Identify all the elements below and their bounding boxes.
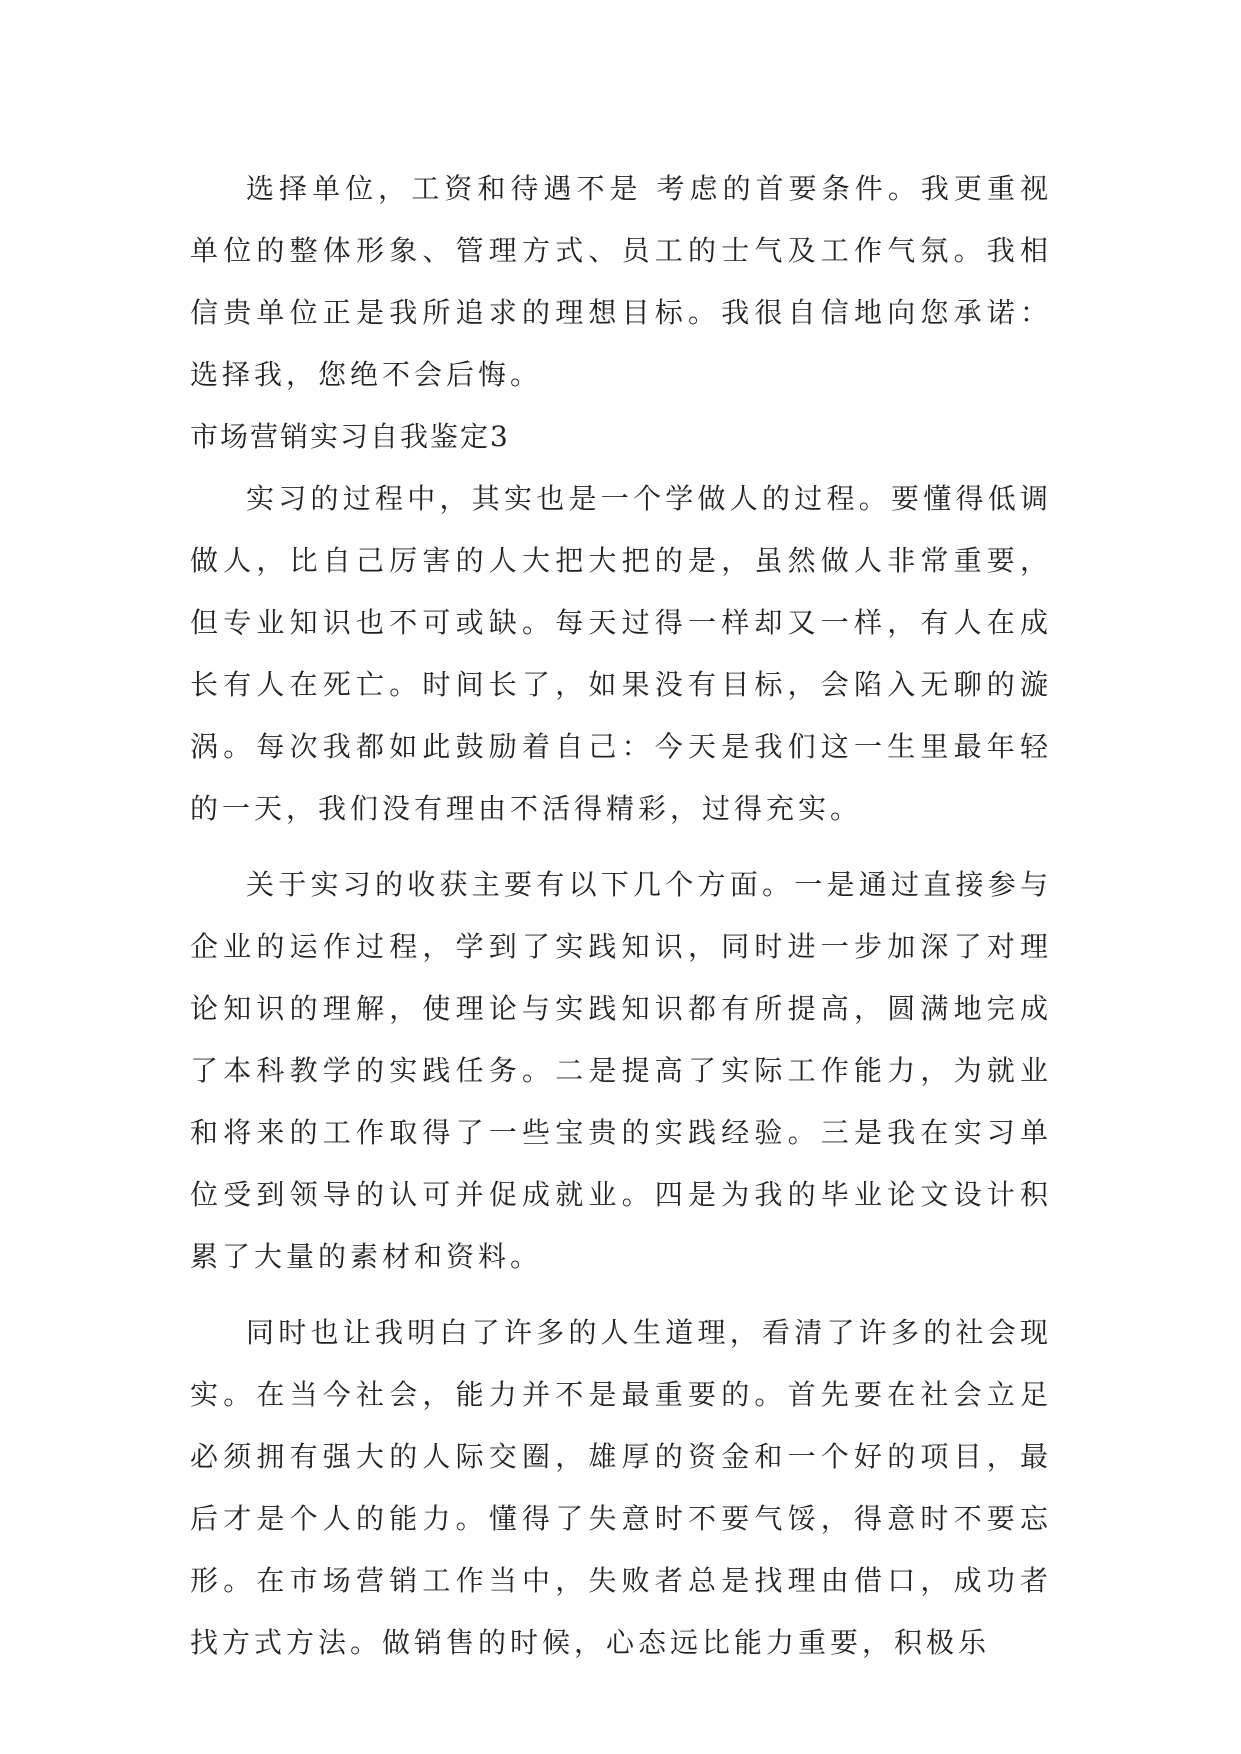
paragraph-2: 实习的过程中，其实也是一个学做人的过程。要懂得低调做人，比自己厉害的人大把大把的是，虽然做人非常重要，但专业知识也不可或缺。每天过得一样却又一样，有人在成长有人在死亡。时间长了，如果没有目标，会陷入无聊的漩涡。每次我都如此鼓励着自己：今天是我们这一生里最年轻的一天，我们没有理由不活得精彩，过得充实。 [190,482,1052,825]
paragraph-1: 选择单位，工资和待遇不是 考虑的首要条件。我更重视单位的整体形象、管理方式、员工的士气及工作气氛。我相信贵单位正是我所追求的理想目标。我很自信地向您承诺：选择我，您绝不会后悔。 [190,172,1052,391]
paragraph-spacer [190,840,1052,854]
paragraph-spacer [190,1288,1052,1302]
section-heading: 市场营销实习自我鉴定3 [190,420,510,453]
paragraph-4: 同时也让我明白了许多的人生道理，看清了许多的社会现实。在当今社会，能力并不是最重要的。首先要在社会立足必须拥有强大的人际交圈，雄厚的资金和一个好的项目，最后才是个人的能力。懂得了失意时不要气馁，得意时不要忘形。在市场营销工作当中，失败者总是找理由借口，成功者找方式方法。做销售的时候，心态远比能力重要，积极乐 [190,1316,1052,1659]
document-body [190,158,1052,1674]
paragraph-3: 关于实习的收获主要有以下几个方面。一是通过直接参与企业的运作过程，学到了实践知识，同时进一步加深了对理论知识的理解，使理论与实践知识都有所提高，圆满地完成了本科教学的实践任务。二是提高了实际工作能力，为就业和将来的工作取得了一些宝贵的实践经验。三是我在实习单位受到领导的认可并促成就业。四是为我的毕业论文设计积累了大量的素材和资料。 [190,868,1052,1273]
